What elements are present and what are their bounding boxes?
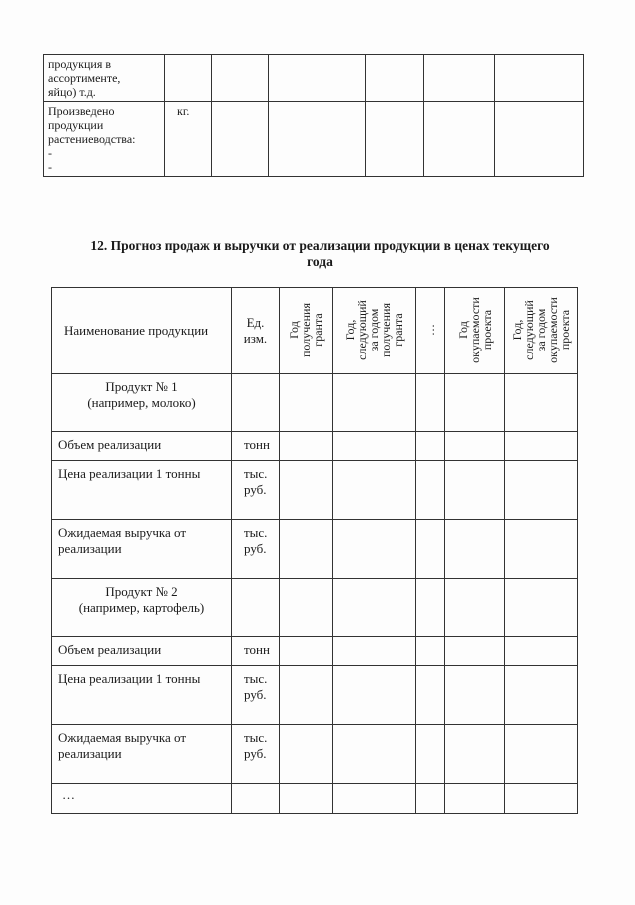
data-cell (445, 520, 505, 579)
header-unit-line: изм. (243, 330, 268, 346)
data-cell (416, 637, 445, 666)
header-ellipsis (416, 288, 445, 374)
header-grant-year (280, 288, 333, 374)
data-cell (424, 55, 495, 102)
production-table-fragment (43, 54, 584, 177)
header-line: окупаемости (467, 297, 482, 363)
data-cell (232, 579, 280, 637)
row-label: Цена реализации 1 тонны (52, 461, 232, 520)
data-cell (333, 637, 416, 666)
data-cell (445, 374, 505, 432)
data-cell (280, 374, 333, 432)
data-cell (416, 374, 445, 432)
continuation-row (52, 784, 578, 814)
data-cell (212, 55, 269, 102)
header-line: Год (287, 321, 301, 339)
table-row (52, 637, 578, 666)
unit-cell (232, 666, 280, 725)
table-row (44, 102, 584, 177)
header-line: проекта (479, 309, 494, 351)
data-cell (505, 520, 578, 579)
data-cell (416, 725, 445, 784)
header-line: гранта (311, 313, 325, 347)
data-cell (416, 461, 445, 520)
unit-cell: тонн (232, 432, 280, 461)
table-row (52, 432, 578, 461)
data-cell (445, 637, 505, 666)
unit-line: тыс. (244, 730, 268, 745)
product-title-line: (например, молоко) (87, 395, 196, 410)
row-label-line: Произведено (48, 104, 115, 118)
data-cell (280, 637, 333, 666)
data-cell (505, 725, 578, 784)
unit-cell: кг. (165, 102, 212, 177)
row-label-line: продукция в (48, 57, 112, 71)
data-cell (269, 102, 366, 177)
header-unit-line: Ед. (246, 314, 265, 330)
product-title-row (52, 374, 578, 432)
unit-cell: тонн (232, 637, 280, 666)
header-year-after-grant (333, 288, 416, 374)
data-cell (280, 784, 333, 814)
data-cell (505, 432, 578, 461)
data-cell (445, 666, 505, 725)
data-cell (416, 520, 445, 579)
header-line: Год, (343, 319, 357, 341)
row-label-line: продукции (48, 118, 104, 132)
data-cell (505, 374, 578, 432)
product-title-row (52, 579, 578, 637)
product-title-line: Продукт № 1 (105, 379, 178, 394)
header-payback-year (445, 288, 505, 374)
table-row (52, 725, 578, 784)
data-cell (505, 579, 578, 637)
data-cell (212, 102, 269, 177)
unit-line: тыс. (244, 525, 268, 540)
row-label: Цена реализации 1 тонны (52, 666, 232, 725)
data-cell (280, 666, 333, 725)
data-cell (333, 520, 416, 579)
data-cell (280, 432, 333, 461)
data-cell (333, 374, 416, 432)
data-cell (333, 666, 416, 725)
row-label-line: ассортименте, (48, 71, 121, 85)
data-cell (416, 784, 445, 814)
header-row (52, 288, 578, 374)
header-line: проекта (558, 309, 572, 351)
data-cell (280, 461, 333, 520)
data-cell (445, 784, 505, 814)
header-line: окупаемости (546, 297, 560, 363)
data-cell (445, 432, 505, 461)
data-cell (505, 637, 578, 666)
unit-cell (232, 461, 280, 520)
data-cell (445, 725, 505, 784)
header-line: … (423, 324, 437, 336)
row-label: Объем реализации (52, 637, 232, 666)
continuation-ellipsis: … (52, 784, 232, 814)
data-cell (333, 461, 416, 520)
product-title-line: Продукт № 2 (105, 584, 178, 599)
unit-cell (232, 725, 280, 784)
header-line: за годом (367, 308, 381, 352)
unit-line: тыс. (244, 466, 268, 481)
heading-line: года (307, 254, 333, 269)
data-cell (280, 725, 333, 784)
row-label: Ожидаемая выручка от реализации (52, 725, 232, 784)
data-cell (280, 520, 333, 579)
table-row (52, 520, 578, 579)
data-cell (416, 579, 445, 637)
row-label-line: яйцо) т.д. (48, 85, 96, 99)
row-label-cell (44, 102, 165, 177)
data-cell (366, 55, 424, 102)
data-cell (333, 784, 416, 814)
unit-cell (165, 55, 212, 102)
row-label: Ожидаемая выручка от реализации (52, 520, 232, 579)
heading-line: 12. Прогноз продаж и выручки от реализации продукции в ценах текущего (90, 238, 550, 253)
data-cell (416, 432, 445, 461)
unit-line: руб. (244, 541, 267, 556)
table-row (44, 55, 584, 102)
data-cell (505, 461, 578, 520)
data-cell (505, 666, 578, 725)
data-cell (232, 374, 280, 432)
data-cell (366, 102, 424, 177)
header-line: получения (299, 303, 313, 357)
data-cell (495, 55, 584, 102)
data-cell (495, 102, 584, 177)
data-cell (232, 784, 280, 814)
header-line: Год, (510, 319, 524, 341)
header-year-after-payback (505, 288, 578, 374)
table-row (52, 461, 578, 520)
row-label-line: - (48, 160, 52, 174)
data-cell (445, 461, 505, 520)
unit-line: руб. (244, 687, 267, 702)
unit-line: руб. (244, 482, 267, 497)
data-cell (424, 102, 495, 177)
data-cell (333, 432, 416, 461)
unit-cell (232, 520, 280, 579)
header-line: Год (455, 321, 470, 339)
data-cell (505, 784, 578, 814)
product-title-line: (например, картофель) (78, 600, 205, 615)
data-cell (416, 666, 445, 725)
product-title (52, 374, 232, 432)
header-product-name: Наименование продукции (52, 288, 232, 374)
sales-forecast-table (51, 287, 578, 814)
unit-line: руб. (244, 746, 267, 761)
table-row (52, 666, 578, 725)
data-cell (280, 579, 333, 637)
product-title (52, 579, 232, 637)
section-heading (60, 238, 580, 270)
data-cell (333, 725, 416, 784)
data-cell (445, 579, 505, 637)
header-unit (232, 288, 280, 374)
row-label-cell (44, 55, 165, 102)
data-cell (333, 579, 416, 637)
header-line: следующий (522, 300, 536, 360)
unit-line: тыс. (244, 671, 268, 686)
header-line: получения (379, 303, 393, 357)
header-line: следующий (355, 300, 369, 360)
row-label: Объем реализации (52, 432, 232, 461)
header-line: за годом (534, 308, 548, 352)
row-label-line: растениеводства: (48, 132, 136, 146)
header-line: гранта (391, 313, 405, 347)
row-label-line: - (48, 146, 52, 160)
data-cell (269, 55, 366, 102)
